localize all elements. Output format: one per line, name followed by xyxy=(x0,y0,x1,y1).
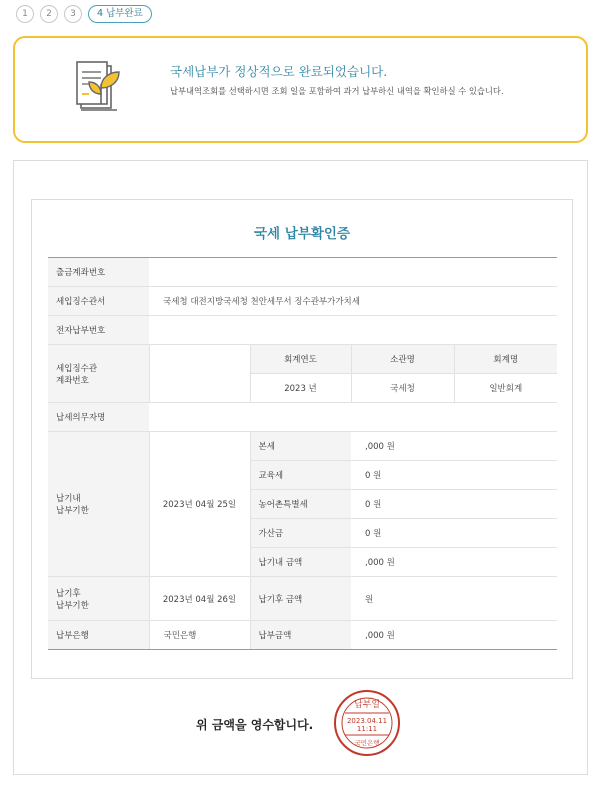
certificate-table xyxy=(48,257,557,650)
account-value xyxy=(149,258,557,287)
table-row-after-deadline xyxy=(48,577,557,621)
receipt-statement: 위 금액을 영수합니다. xyxy=(196,718,314,732)
certificate-title: 국세 납부확인증 xyxy=(254,226,350,242)
ministry-header: 소관명 xyxy=(351,345,454,374)
after-amount-value: 원 xyxy=(351,577,557,621)
table-row-principal xyxy=(48,432,557,461)
in-deadline-amount-value: ,000 원 xyxy=(351,548,557,577)
table-row-account xyxy=(48,258,557,287)
after-amount-label: 납기후 금액 xyxy=(250,577,351,621)
after-deadline-value: 2023년 04월 26일 xyxy=(149,577,250,621)
seal-time: 11:11 xyxy=(356,725,378,733)
paid-amount-label: 납부금액 xyxy=(250,621,351,650)
account-label: 출금계좌번호 xyxy=(48,258,149,287)
rural-tax-label: 농어촌특별세 xyxy=(250,490,351,519)
deadline-label-line1: 납기내 xyxy=(56,494,81,504)
table-row-taxpayer xyxy=(48,403,557,432)
seal-date: 2023.04.11 xyxy=(346,717,388,725)
payment-certificate xyxy=(31,199,573,679)
after-label-line2: 납부기한 xyxy=(56,600,89,611)
step-current: 4 납부완료 xyxy=(88,5,152,23)
step-3: 3 xyxy=(64,5,82,23)
principal-label: 본세 xyxy=(250,432,351,461)
collector-label-line1: 세입징수관 xyxy=(56,363,98,374)
office-label: 세입징수관서 xyxy=(48,287,149,316)
fiscal-year-header: 회계연도 xyxy=(250,345,351,374)
after-deadline-label xyxy=(48,577,149,621)
fiscal-year-value: 2023 년 xyxy=(250,374,351,403)
deadline-value: 2023년 04월 25일 xyxy=(149,432,250,577)
edu-tax-value: 0 원 xyxy=(351,461,557,490)
table-row-epay xyxy=(48,316,557,345)
seal-bank: 국민은행 xyxy=(354,739,380,747)
edu-tax-label: 교육세 xyxy=(250,461,351,490)
document-plant-icon xyxy=(67,58,131,118)
after-label-line1: 납기후 xyxy=(56,588,81,599)
seal-top-text: 납부일 xyxy=(353,700,381,710)
surcharge-label: 가산금 xyxy=(250,519,351,548)
collector-label-line2: 계좌번호 xyxy=(56,375,89,386)
step-indicator xyxy=(16,5,152,23)
deadline-label-line2: 납부기한 xyxy=(56,506,89,516)
table-row-collector xyxy=(48,345,557,374)
account-name-value: 일반회계 xyxy=(454,374,557,403)
collector-label xyxy=(48,345,149,403)
in-deadline-amount-label: 납기내 금액 xyxy=(250,548,351,577)
office-value: 국세청 대전지방국세청 천안세무서 징수관부가가치세 xyxy=(149,287,557,316)
rural-tax-value: 0 원 xyxy=(351,490,557,519)
step-2: 2 xyxy=(40,5,58,23)
banner-description: 납부내역조회를 선택하시면 조회 일을 포함하여 과거 납부하신 내역을 확인하실 수 있습니다. xyxy=(170,86,504,96)
bank-label: 납부은행 xyxy=(48,621,149,650)
account-name-header: 회계명 xyxy=(454,345,557,374)
principal-value: ,000 원 xyxy=(351,432,557,461)
deadline-label xyxy=(48,432,149,577)
paid-amount-value: ,000 원 xyxy=(351,621,557,650)
taxpayer-value xyxy=(149,403,557,432)
completion-banner xyxy=(13,36,588,143)
step-1: 1 xyxy=(16,5,34,23)
ministry-value: 국세청 xyxy=(351,374,454,403)
certificate-panel xyxy=(13,160,588,775)
epay-label: 전자납부번호 xyxy=(48,316,149,345)
epay-value xyxy=(149,316,557,345)
payment-seal-stamp xyxy=(333,689,401,757)
bank-value: 국민은행 xyxy=(149,621,250,650)
table-row-bank xyxy=(48,621,557,650)
taxpayer-label: 납세의무자명 xyxy=(48,403,149,432)
collector-account-value xyxy=(149,345,250,403)
table-row-office xyxy=(48,287,557,316)
surcharge-value: 0 원 xyxy=(351,519,557,548)
banner-title: 국세납부가 정상적으로 완료되었습니다. xyxy=(170,64,388,79)
